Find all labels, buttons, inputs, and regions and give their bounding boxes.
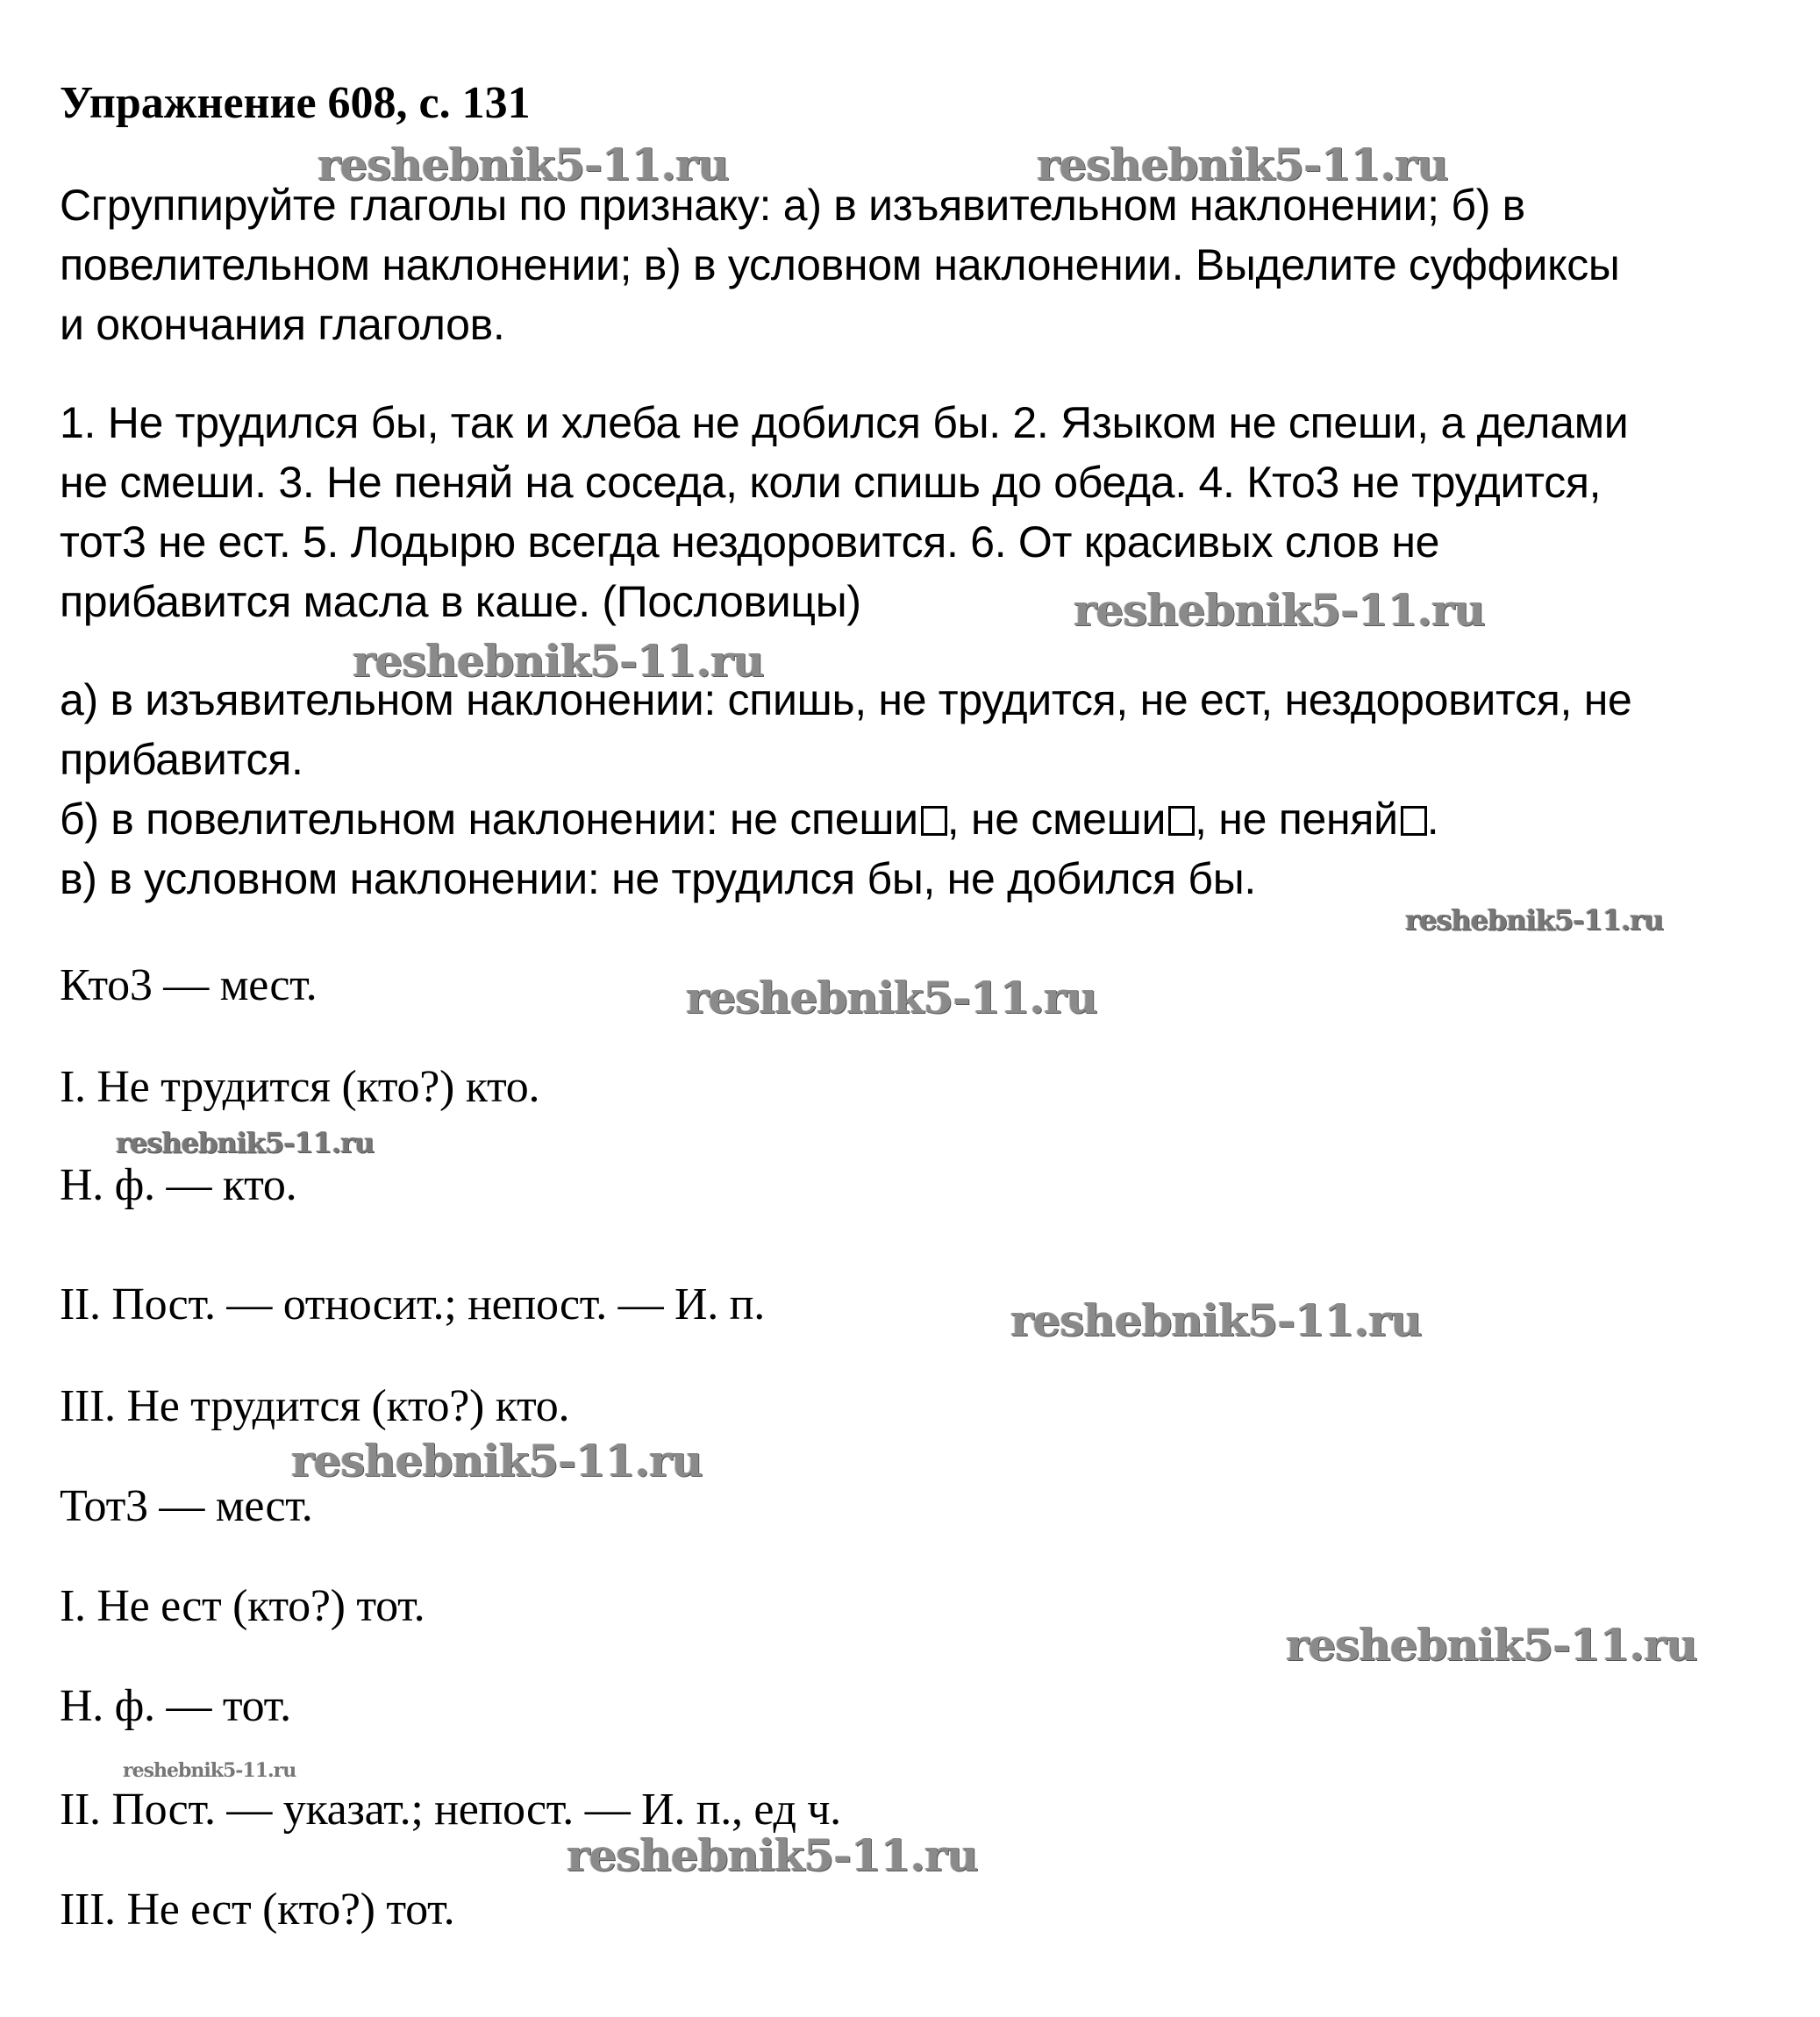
parse-kto-point-3: III. Не трудится (кто?) кто. bbox=[60, 1381, 570, 1431]
answer-b-end: . bbox=[1426, 795, 1439, 844]
parse-kto-point-1: I. Не трудится (кто?) кто. bbox=[60, 1062, 540, 1112]
proverbs-line-4: прибавится масла в каше. (Пословицы) bbox=[60, 577, 861, 626]
parse-kto-heading: Кто3 — мест. bbox=[60, 960, 318, 1010]
task-line-3: и окончания глаголов. bbox=[60, 300, 505, 349]
answer-b-sep-1: , не смеши bbox=[946, 795, 1167, 844]
zero-ending-mark bbox=[921, 806, 947, 836]
answer-a-line-2: прибавится. bbox=[60, 735, 303, 784]
proverbs-line-3: тот3 не ест. 5. Лодырю всегда нездоровится. 6. От красивых слов не bbox=[60, 517, 1440, 567]
watermark: reshebnik5-11.ru bbox=[1286, 1619, 1697, 1671]
parse-kto-point-2: II. Пост. — относит.; непост. — И. п. bbox=[60, 1279, 765, 1329]
watermark: reshebnik5-11.ru bbox=[116, 1126, 375, 1159]
watermark: reshebnik5-11.ru bbox=[318, 139, 729, 190]
watermark: reshebnik5-11.ru bbox=[1405, 903, 1664, 937]
answer-v-line: в) в условном наклонении: не трудился бы, не добился бы. bbox=[60, 854, 1256, 903]
zero-ending-mark bbox=[1401, 806, 1427, 836]
answer-a-line-1: а) в изъявительном наклонении: спишь, не трудится, не ест, нездоровится, не bbox=[60, 675, 1632, 724]
answer-b-sep-2: , не пеняй bbox=[1195, 795, 1398, 844]
parse-tot-heading: Тот3 — мест. bbox=[60, 1481, 313, 1531]
watermark: reshebnik5-11.ru bbox=[291, 1435, 703, 1486]
watermark: reshebnik5-11.ru bbox=[1074, 584, 1485, 636]
parse-tot-point-2: II. Пост. — указат.; непост. — И. п., ед ч. bbox=[60, 1785, 841, 1835]
parse-tot-initial-form: Н. ф. — тот. bbox=[60, 1681, 291, 1731]
proverbs-line-2: не смеши. 3. Не пеняй на соседа, коли спишь до обеда. 4. Кто3 не трудится, bbox=[60, 458, 1602, 507]
watermark: reshebnik5-11.ru bbox=[1010, 1294, 1422, 1346]
parse-kto-initial-form: Н. ф. — кто. bbox=[60, 1160, 297, 1210]
watermark: reshebnik5-11.ru bbox=[123, 1759, 296, 1782]
parse-tot-point-1: I. Не ест (кто?) тот. bbox=[60, 1581, 425, 1631]
watermark: reshebnik5-11.ru bbox=[567, 1829, 978, 1881]
parse-tot-point-3: III. Не ест (кто?) тот. bbox=[60, 1885, 455, 1935]
zero-ending-mark bbox=[1168, 806, 1195, 836]
answer-b-prefix: б) в повелительном наклонении: не спеши bbox=[60, 795, 918, 844]
proverbs-line-1: 1. Не трудился бы, так и хлеба не добился бы. 2. Языком не спеши, а делами bbox=[60, 398, 1629, 447]
exercise-title: Упражнение 608, с. 131 bbox=[60, 78, 531, 128]
task-line-2: повелительном наклонении; в) в условном наклонении. Выделите суффиксы bbox=[60, 240, 1620, 289]
watermark: reshebnik5-11.ru bbox=[1037, 139, 1448, 190]
watermark: reshebnik5-11.ru bbox=[353, 635, 764, 687]
task-line-1: Сгруппируйте глаголы по признаку: а) в изъявительном наклонении; б) в bbox=[60, 181, 1525, 230]
answer-b-line bbox=[60, 789, 1770, 849]
watermark: reshebnik5-11.ru bbox=[686, 972, 1097, 1023]
